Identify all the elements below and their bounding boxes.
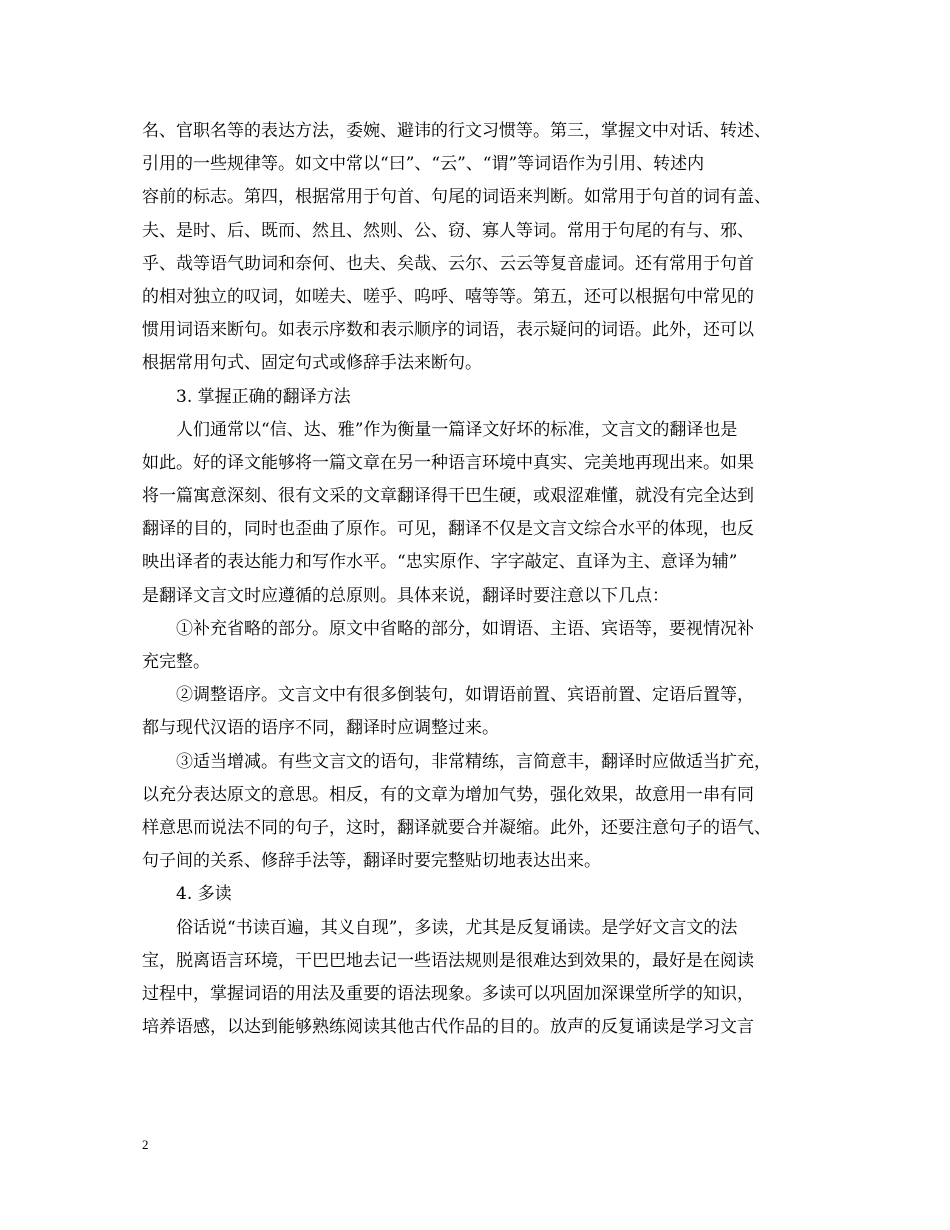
text-line: 乎、哉等语气助词和奈何、也夫、矣哉、云尔、云云等复音虚词。还有常用于句首 xyxy=(142,253,754,274)
text-line: 将一篇寓意深刻、很有文采的文章翻译得干巴生硬，或艰涩难懂，就没有完全达到 xyxy=(142,486,754,507)
text-line: 夫、是时、后、既而、然且、然则、公、窃、寡人等词。常用于句尾的有与、邪、 xyxy=(142,220,754,241)
document-body xyxy=(142,115,812,1044)
text-line: 惯用词语来断句。如表示序数和表示顺序的词语，表示疑问的词语。此外，还可以 xyxy=(142,320,754,341)
text-line: 容前的标志。第四，根据常用于句首、句尾的词语来判断。如常用于句首的词有盖、 xyxy=(142,187,771,208)
text-line: 充完整。 xyxy=(142,652,210,672)
text-line: 培养语感，以达到能够熟练阅读其他古代作品的目的。放声的反复诵读是学习文言 xyxy=(142,1017,754,1038)
text-line: 翻译的目的，同时也歪曲了原作。可见，翻译不仅是文言文综合水平的体现，也反 xyxy=(142,519,754,540)
text-line: 是翻译文言文时应遵循的总原则。具体来说，翻译时要注意以下几点： xyxy=(142,585,669,606)
text-line: 句子间的关系、修辞手法等，翻译时要完整贴切地表达出来。 xyxy=(142,851,601,872)
text-line: ②调整语序。文言文中有很多倒装句，如谓语前置、宾语前置、定语后置等， xyxy=(176,685,754,706)
text-line: 样意思而说法不同的句子，这时，翻译就要合并凝缩。此外，还要注意句子的语气、 xyxy=(142,817,771,838)
text-line: 的相对独立的叹词，如嗟夫、嗟乎、呜呼、嘻等等。第五，还可以根据句中常见的 xyxy=(142,286,754,307)
text-line: 都与现代汉语的语序不同，翻译时应调整过来。 xyxy=(142,718,499,739)
text-line: 引用的一些规律等。如文中常以“曰”、“云”、“谓”等词语作为引用、转述内 xyxy=(142,154,705,175)
text-line: 映出译者的表达能力和写作水平。“忠实原作、字字敲定、直译为主、意译为辅” xyxy=(142,552,738,573)
text-line: 俗话说“书读百遍，其义自现”，多读，尤其是反复诵读。是学好文言文的法 xyxy=(176,917,738,938)
text-line: 以充分表达原文的意思。相反，有的文章为增加气势，强化效果，故意用一串有同 xyxy=(142,784,754,805)
text-line: 人们通常以“信、达、雅”作为衡量一篇译文好坏的标准，文言文的翻译也是 xyxy=(176,419,738,440)
text-line: ①补充省略的部分。原文中省略的部分，如谓语、主语、宾语等，要视情况补 xyxy=(176,618,754,639)
page-number: 2 xyxy=(142,1137,149,1152)
text-line: 3. 掌握正确的翻译方法 xyxy=(176,386,351,407)
text-line: 根据常用句式、固定句式或修辞手法来断句。 xyxy=(142,353,482,374)
text-line: 名、官职名等的表达方法，委婉、避讳的行文习惯等。第三，掌握文中对话、转述、 xyxy=(142,121,771,141)
text-line: 4. 多读 xyxy=(176,884,232,905)
text-line: 如此。好的译文能够将一篇文章在另一种语言环境中真实、完美地再现出来。如果 xyxy=(142,452,754,473)
text-line: ③适当增减。有些文言文的语句，非常精练，言简意丰，翻译时应做适当扩充， xyxy=(176,751,771,772)
text-line: 过程中，掌握词语的用法及重要的语法现象。多读可以巩固加深课堂所学的知识， xyxy=(142,983,754,1004)
text-line: 宝，脱离语言环境，干巴巴地去记一些语法规则是很难达到效果的，最好是在阅读 xyxy=(142,950,754,971)
